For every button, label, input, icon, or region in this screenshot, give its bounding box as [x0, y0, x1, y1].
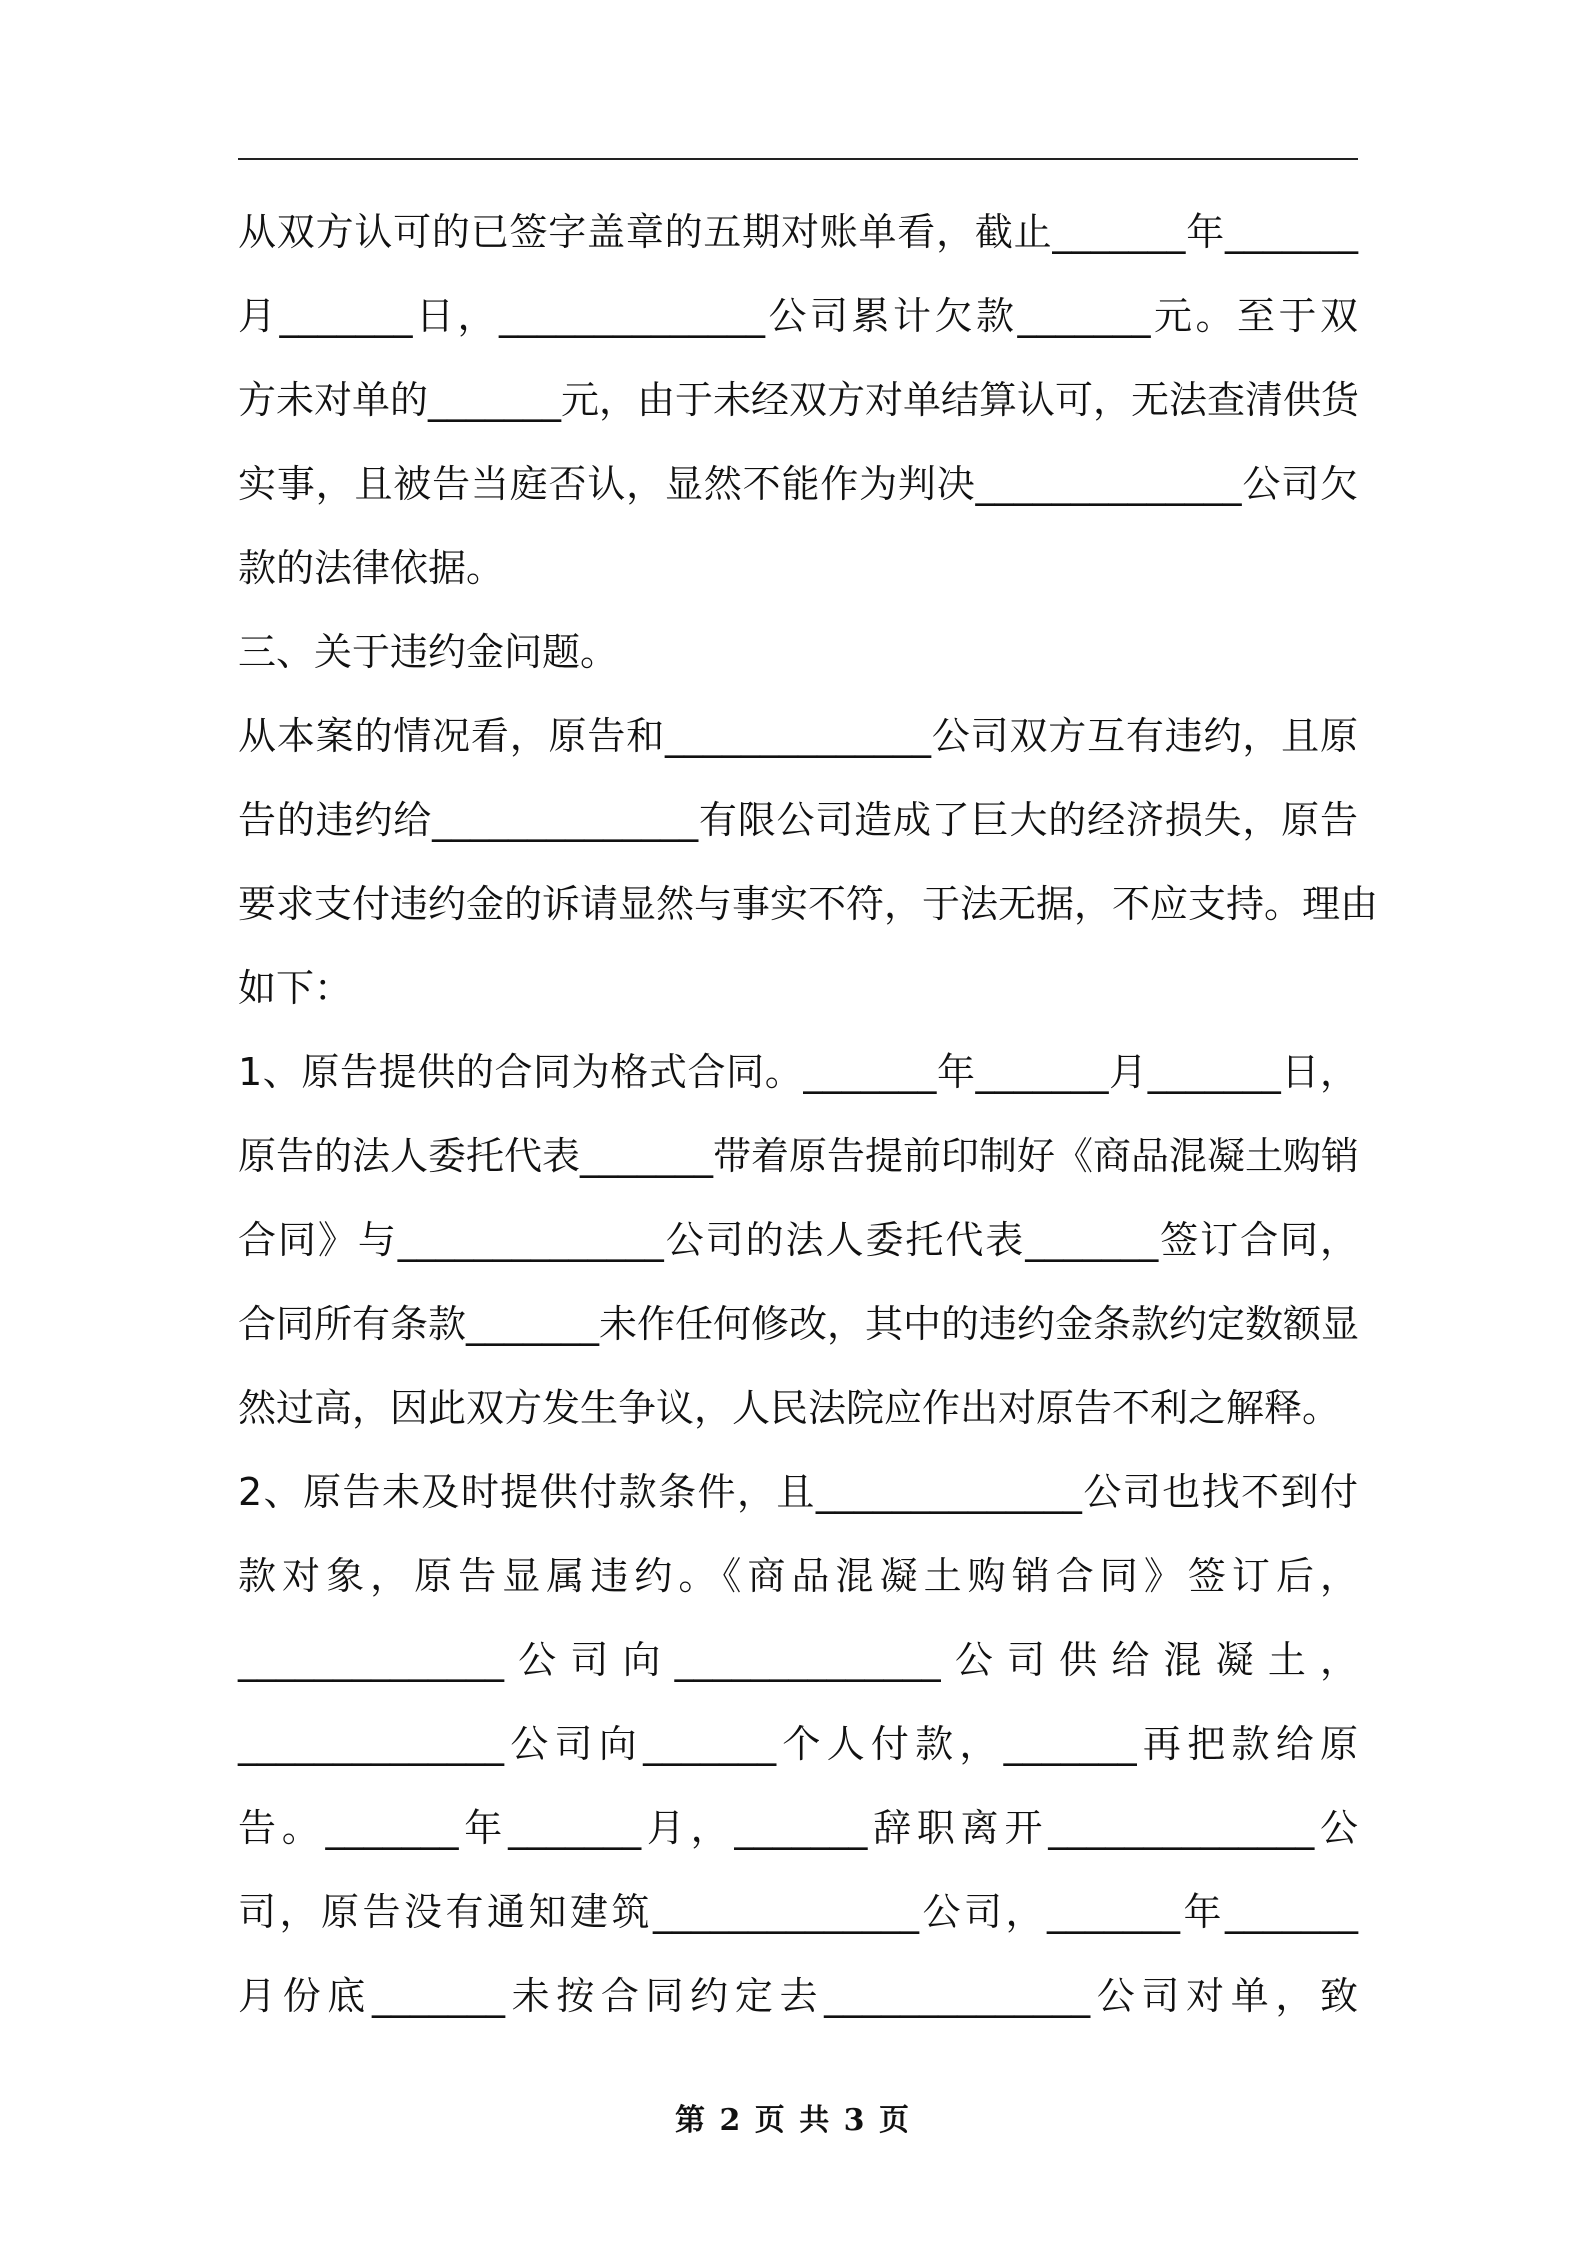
text-line: 要求支付违约金的诉请显然与事实不符，于法无据，不应支持。理由	[238, 882, 1379, 926]
text-line: 实事，且被告当庭否认，显然不能作为判决______________公司欠	[238, 462, 1358, 506]
text-line: 2、原告未及时提供付款条件，且______________公司也找不到付	[238, 1470, 1358, 1514]
page-footer: 第 2 页 共 3 页	[675, 2103, 911, 2138]
text-line: 合同》与______________公司的法人委托代表_______签订合同，	[238, 1218, 1358, 1262]
text-line: 告的违约给______________有限公司造成了巨大的经济损失，原告	[238, 798, 1358, 842]
text-line: 告。_______年_______月，_______辞职离开______________公	[238, 1806, 1358, 1850]
text-line: 然过高，因此双方发生争议，人民法院应作出对原告不利之解释。	[238, 1386, 1341, 1430]
text-line: 合同所有条款_______未作任何修改，其中的违约金条款约定数额显	[238, 1302, 1360, 1346]
text-line: 如下：	[238, 966, 353, 1010]
text-line: 月份底_______未按合同约定去______________公司对单，致	[238, 1974, 1358, 2018]
section-heading: 三、关于违约金问题。	[238, 630, 619, 674]
text-line: 从本案的情况看，原告和______________公司双方互有违约，且原	[238, 714, 1358, 758]
text-line: 款的法律依据。	[238, 546, 505, 590]
header-rule	[238, 158, 1358, 160]
text-line: 司，原告没有通知建筑______________公司，_______年_______	[238, 1890, 1358, 1934]
text-line: 款对象，原告显属违约。《商品混凝土购销合同》签订后，	[238, 1554, 1358, 1598]
text-line: ______________公司向_______个人付款，_______再把款给原	[238, 1722, 1358, 1766]
text-line: 方未对单的_______元，由于未经双方对单结算认可，无法查清供货	[238, 378, 1360, 422]
text-line: 1、原告提供的合同为格式合同。_______年_______月_______日，	[238, 1050, 1358, 1094]
text-line: 原告的法人委托代表_______带着原告提前印制好《商品混凝土购销	[238, 1134, 1360, 1178]
text-line: ______________公司向______________公司供给混凝土，	[238, 1638, 1358, 1682]
text-line: 从双方认可的已签字盖章的五期对账单看，截止_______年_______	[238, 210, 1358, 254]
text-line: 月_______日，______________公司累计欠款_______元。至于双	[238, 294, 1358, 338]
